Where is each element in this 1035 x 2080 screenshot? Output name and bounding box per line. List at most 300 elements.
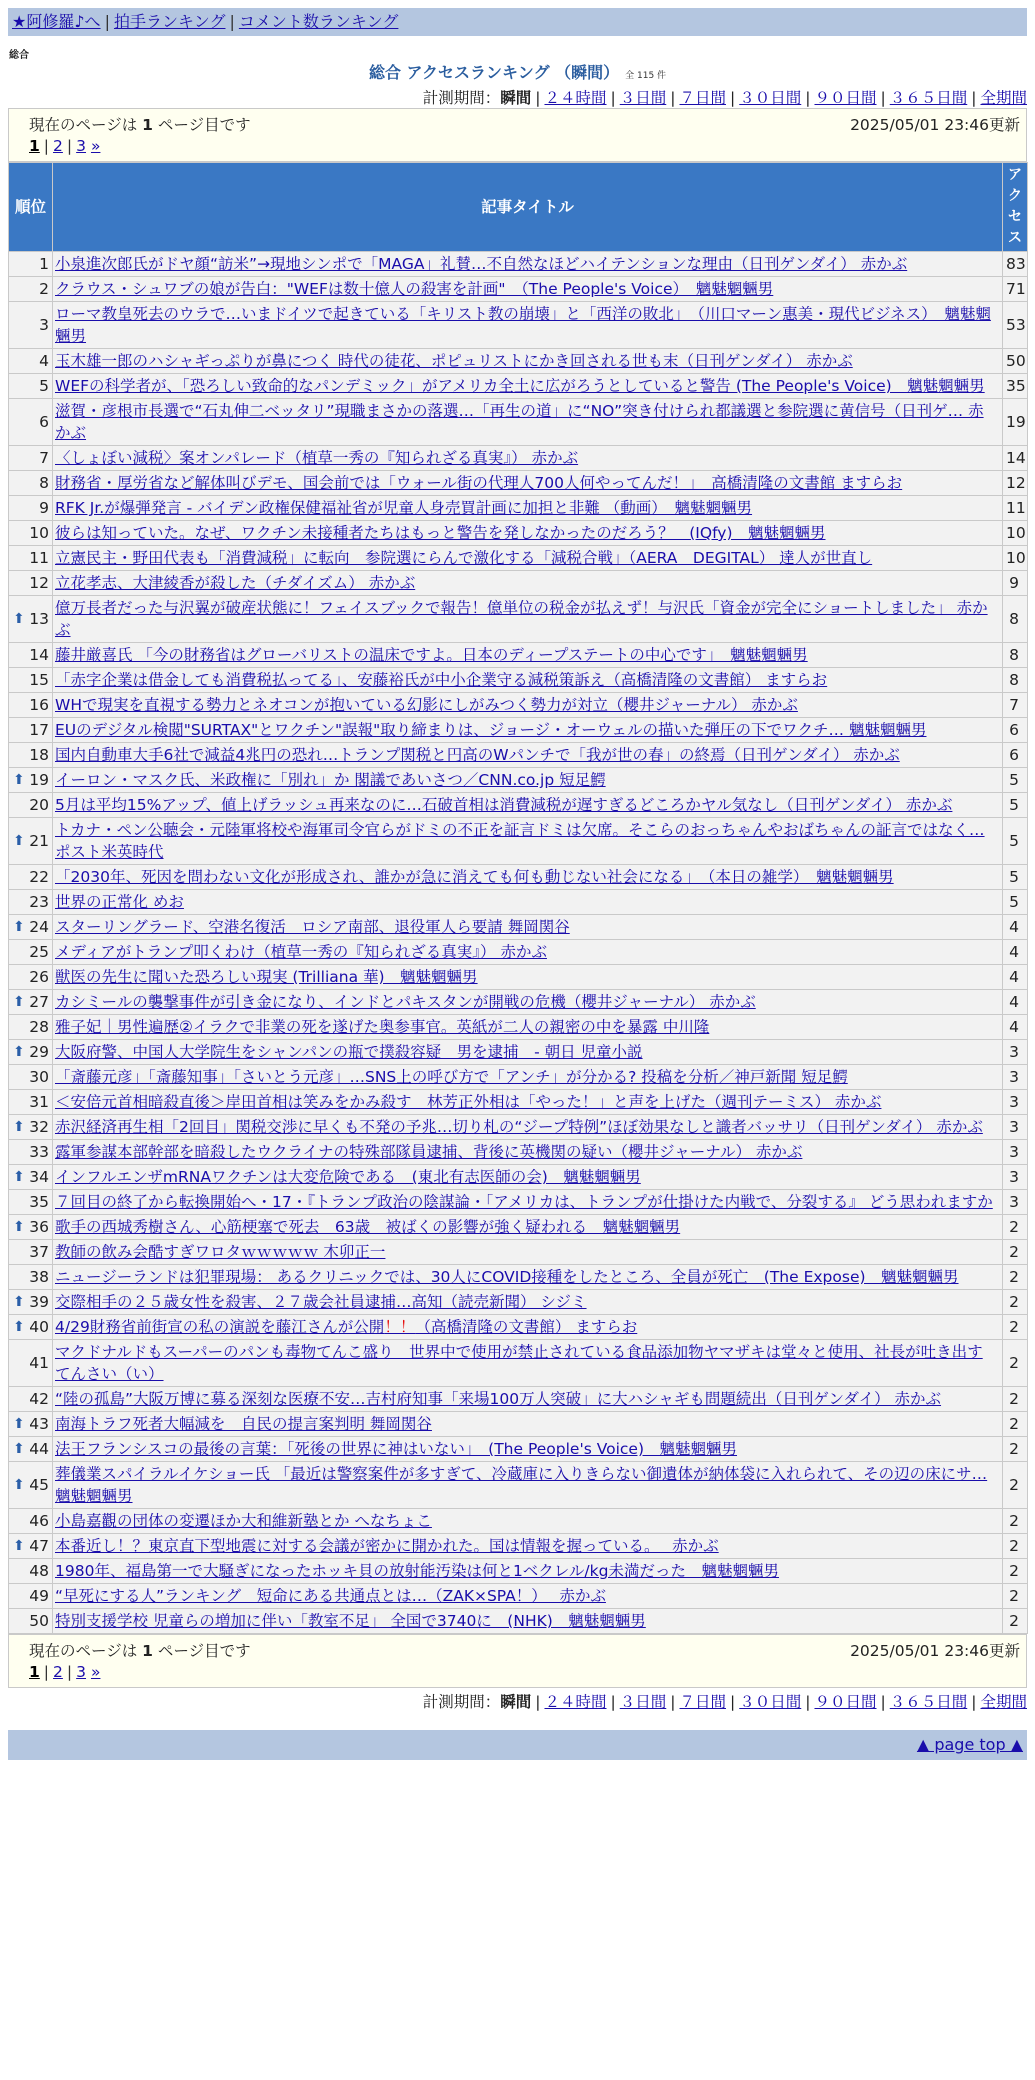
title-cell (53, 1437, 1003, 1462)
footer-bar (8, 1730, 1027, 1760)
rank-up-arrow-icon: ⬆ (13, 994, 25, 1010)
rank-up-arrow-icon: ⬆ (13, 1416, 25, 1432)
title-cell (53, 496, 1003, 521)
table-row (9, 399, 1028, 446)
article-title-link[interactable] (55, 474, 902, 492)
period-separator: | (535, 89, 541, 107)
article-title-link[interactable] (55, 377, 985, 395)
article-title-link[interactable] (55, 968, 478, 986)
rank-number: 38 (29, 1268, 49, 1286)
article-title-link[interactable] (55, 1293, 587, 1311)
access-count-cell: 8 (1003, 668, 1028, 693)
article-title-text: 教師の飲み会酷すぎワロタｗｗｗｗｗ 木卯正一 (55, 1243, 386, 1261)
title-cell (53, 1534, 1003, 1559)
article-title-link[interactable] (55, 993, 756, 1011)
current-page-number: 1 (142, 1642, 153, 1660)
rank-cell (9, 252, 53, 277)
period-link[interactable]: ７日間 (679, 1693, 726, 1711)
access-count-cell: 12 (1003, 471, 1028, 496)
table-row (9, 718, 1028, 743)
article-title-text: 小泉進次郎氏がドヤ顔“訪米”→現地シンポで「MAGA」礼賛…不自然なほどハイテンションな理由（日刊ゲンダイ） 赤かぶ (55, 255, 908, 273)
article-title-text: 小島嘉觀の団体の変遷ほか大和維新塾とか へなちょこ (55, 1512, 432, 1530)
total-count: 全 115 件 (625, 71, 667, 81)
rank-number: 35 (29, 1193, 49, 1211)
period-separator: | (610, 1693, 616, 1711)
rank-cell (9, 1290, 53, 1315)
article-title-text: “陸の孤島”大阪万博に募る深刻な医療不安…吉村府知事「来場100万人突破」に大ハシャギも問題続出（日刊ゲンダイ） 赤かぶ (55, 1390, 942, 1408)
rank-number: 2 (39, 280, 49, 298)
article-title-link[interactable] (55, 696, 798, 714)
period-link[interactable]: ３０日間 (739, 89, 802, 107)
rank-up-arrow-icon: ⬆ (13, 1219, 25, 1235)
access-count-cell: 4 (1003, 1015, 1028, 1040)
current-page-prefix: 現在のページは (29, 1642, 138, 1660)
article-title-link[interactable] (55, 1268, 959, 1286)
rank-number: 42 (29, 1390, 49, 1408)
period-label: 計測期間： (422, 89, 501, 107)
article-title-link[interactable] (55, 1343, 983, 1383)
rank-cell (9, 643, 53, 668)
article-title-link[interactable] (55, 449, 578, 467)
rank-number: 21 (29, 832, 49, 850)
article-title-link[interactable] (55, 1043, 643, 1061)
article-title-link[interactable] (55, 746, 900, 764)
access-count-cell: 10 (1003, 546, 1028, 571)
pager-separator: | (66, 137, 73, 155)
period-separator: | (730, 89, 736, 107)
access-count-cell: 5 (1003, 865, 1028, 890)
article-title-link[interactable] (55, 1093, 881, 1111)
rank-number: 17 (29, 721, 49, 739)
period-link[interactable]: 全期間 (980, 1693, 1027, 1711)
title-cell (53, 1340, 1003, 1387)
period-label: 計測期間： (422, 1693, 501, 1711)
access-count-cell: 19 (1003, 399, 1028, 446)
rank-number: 7 (39, 449, 49, 467)
ranking-heading (0, 60, 1035, 83)
article-title-text: 南海トラフ死者大幅減を 自民の提言案判明 舞岡関谷 (55, 1415, 432, 1433)
article-title-text: 藤井厳喜氏 「今の財務省はグローバリストの温床ですよ。日本のディープステートの中心です」 魑魅魍魎男 (55, 646, 808, 664)
rank-cell (9, 496, 53, 521)
rank-number: 49 (29, 1587, 49, 1605)
article-title-link[interactable] (55, 646, 808, 664)
table-row (9, 349, 1028, 374)
title-cell (53, 793, 1003, 818)
period-link[interactable]: ９０日間 (814, 1693, 877, 1711)
rank-number: 8 (39, 474, 49, 492)
article-title-link[interactable] (55, 1318, 637, 1336)
access-count-cell: 7 (1003, 693, 1028, 718)
rank-up-arrow-icon: ⬆ (13, 1538, 25, 1554)
article-title-link[interactable] (55, 1118, 983, 1136)
table-row (9, 1040, 1028, 1065)
access-count-cell: 3 (1003, 1065, 1028, 1090)
article-title-link[interactable] (55, 821, 985, 861)
title-cell (53, 1240, 1003, 1265)
rank-column-header: 順位 (9, 163, 53, 252)
rank-cell (9, 399, 53, 446)
period-separator: | (880, 1693, 886, 1711)
rank-number: 14 (29, 646, 49, 664)
pager-page-link[interactable]: 2 (53, 137, 63, 155)
period-current: 瞬間 (500, 1693, 532, 1711)
rank-cell (9, 1559, 53, 1584)
rank-number: 34 (29, 1168, 49, 1186)
title-cell (53, 743, 1003, 768)
access-count-cell: 2 (1003, 1462, 1028, 1509)
updated-timestamp: 2025/05/01 23:46更新 (850, 116, 1020, 134)
article-title-text: 玉木雄一郎のハシャギっぷりが鼻につく 時代の徒花、ポピュリストにかき回される世も末（日刊ゲンダイ） 赤かぶ (55, 352, 853, 370)
rank-cell (9, 1215, 53, 1240)
table-row (9, 521, 1028, 546)
clap-ranking-link[interactable]: 拍手ランキング (113, 12, 226, 31)
rank-cell (9, 374, 53, 399)
article-title-link[interactable] (55, 1562, 779, 1580)
rank-cell (9, 1090, 53, 1115)
article-title-link[interactable] (55, 352, 853, 370)
article-title-link[interactable] (55, 1512, 432, 1530)
article-title-link[interactable] (55, 1440, 737, 1458)
article-title-link[interactable] (55, 918, 570, 936)
table-row (9, 1340, 1028, 1387)
current-page-prefix: 現在のページは (29, 116, 138, 134)
table-row (9, 890, 1028, 915)
article-title-link[interactable] (55, 574, 415, 592)
table-row (9, 990, 1028, 1015)
article-title-link[interactable] (55, 1218, 680, 1236)
rank-cell (9, 693, 53, 718)
title-cell (53, 965, 1003, 990)
article-title-text: 「赤字企業は借金しても消費税払ってる」、安藤裕氏が中小企業守る減税策訴え（高橋清隆の文書館） ますらお (55, 671, 828, 689)
article-title-link[interactable] (55, 305, 991, 345)
table-row (9, 1265, 1028, 1290)
title-cell (53, 890, 1003, 915)
article-title-text: 法王フランシスコの最後の言葉：「死後の世界に神はいない」 (The People's Voice) 魑魅魍魎男 (55, 1440, 738, 1458)
table-row (9, 940, 1028, 965)
current-page-suffix: ページ目です (157, 1642, 251, 1660)
article-title-text: 立花孝志、大津綾香が殺した（チダイズム） 赤かぶ (55, 574, 416, 592)
article-title-text: 大阪府警、中国人大学院生をシャンパンの瓶で撲殺容疑 男を逮捕 - 朝日 児童小説 (55, 1043, 643, 1061)
article-title-link[interactable] (55, 671, 827, 689)
period-link[interactable]: ３日間 (619, 1693, 667, 1711)
article-title-link[interactable] (55, 1018, 709, 1036)
pager-page-link[interactable]: 3 (76, 137, 87, 155)
title-cell (53, 252, 1003, 277)
rank-up-arrow-icon: ⬆ (13, 1044, 25, 1060)
title-cell (53, 1165, 1003, 1190)
rank-up-arrow-icon: ⬆ (13, 919, 25, 935)
article-title-link[interactable] (55, 1587, 606, 1605)
rank-number: 40 (29, 1318, 49, 1336)
title-column-header: 記事タイトル (53, 163, 1003, 252)
article-title-link[interactable] (55, 1537, 719, 1555)
article-title-text: 「斎藤元彦」「斎藤知事」「さいとう元彦」…SNS上の呼び方で「アンチ」が分かる? 投稿を分析／神戸新聞 短足鰐 (55, 1068, 848, 1086)
title-cell (53, 668, 1003, 693)
article-title-link[interactable] (55, 599, 988, 639)
rank-cell (9, 1412, 53, 1437)
ranking-rows (9, 252, 1028, 1634)
rank-number: 11 (29, 549, 49, 567)
access-count-cell: 53 (1003, 302, 1028, 349)
rank-cell (9, 1240, 53, 1265)
access-count-cell: 2 (1003, 1240, 1028, 1265)
rank-number: 9 (39, 499, 49, 517)
title-cell (53, 1190, 1003, 1215)
pager-next-link[interactable]: » (90, 137, 101, 155)
rank-cell (9, 965, 53, 990)
access-count-cell: 3 (1003, 1140, 1028, 1165)
table-row (9, 1015, 1028, 1040)
rank-cell (9, 1115, 53, 1140)
home-link[interactable]: ★阿修羅♪へ (12, 12, 101, 31)
article-title-link[interactable] (55, 868, 894, 886)
rank-number: 44 (29, 1440, 49, 1458)
period-link[interactable]: 全期間 (980, 89, 1027, 107)
rank-number: 24 (29, 918, 49, 936)
access-count-cell: 2 (1003, 1387, 1028, 1412)
period-link[interactable]: ３日間 (619, 89, 667, 107)
rank-number: 15 (29, 671, 49, 689)
rank-cell (9, 1609, 53, 1634)
table-row (9, 1140, 1028, 1165)
access-count-cell: 5 (1003, 818, 1028, 865)
title-cell (53, 596, 1003, 643)
article-title-link[interactable] (55, 524, 826, 542)
period-link[interactable]: ３６５日間 (889, 1693, 968, 1711)
period-link[interactable]: ２４時間 (544, 1693, 607, 1711)
rank-number: 48 (29, 1562, 49, 1580)
page-top-link[interactable]: ▲ page top ▲ (916, 1735, 1023, 1754)
article-title-text: カシミールの襲撃事件が引き金になり、インドとパキスタンが開戦の危機（櫻井ジャーナル） 赤かぶ (55, 993, 756, 1011)
period-link[interactable]: ７日間 (679, 89, 726, 107)
article-title-text: スターリングラード、空港名復活 ロシア南部、退役軍人ら要請 舞岡関谷 (55, 918, 570, 936)
access-count-cell: 2 (1003, 1609, 1028, 1634)
article-title-link[interactable] (55, 796, 952, 814)
article-title-link[interactable] (55, 1243, 385, 1261)
article-title-text: 葬儀業スパイラルイケショー氏 「最近は警察案件が多すぎて、冷蔵庫に入りきらない御遺体が納体袋に入れられて、その辺の床にサ… 魑魅魍魎男 (55, 1465, 988, 1505)
article-title-text: 世界の正常化 めお (55, 893, 184, 911)
rank-number: 46 (29, 1512, 49, 1530)
article-title-link[interactable] (55, 943, 547, 961)
title-cell (53, 1584, 1003, 1609)
access-count-cell: 2 (1003, 1559, 1028, 1584)
article-title-link[interactable] (55, 1193, 993, 1211)
article-title-link[interactable] (55, 771, 606, 789)
title-cell (53, 471, 1003, 496)
table-row (9, 1215, 1028, 1240)
current-page-text (29, 1639, 251, 1661)
table-row (9, 1412, 1028, 1437)
title-cell (53, 571, 1003, 596)
article-title-text: 特別支援学校 児童らの増加に伴い「教室不足」 全国で3740に (NHK) 魑魅魍魎男 (55, 1612, 646, 1630)
rank-number: 16 (29, 696, 49, 714)
article-title-text: 交際相手の２５歳女性を殺害、２７歳会社員逮捕…高知（読売新聞） シジミ (55, 1293, 587, 1311)
pager-page-link[interactable]: 2 (53, 1663, 63, 1681)
rank-up-arrow-icon: ⬆ (13, 1169, 25, 1185)
table-row (9, 596, 1028, 643)
rank-number: 47 (29, 1537, 49, 1555)
rank-cell (9, 277, 53, 302)
updated-timestamp: 2025/05/01 23:46更新 (850, 1642, 1020, 1660)
rank-cell (9, 546, 53, 571)
rank-number: 12 (29, 574, 49, 592)
title-cell (53, 1090, 1003, 1115)
rank-cell (9, 521, 53, 546)
article-title-link[interactable] (55, 1465, 987, 1505)
page-title: 総合 アクセスランキング （瞬間） (368, 63, 620, 82)
access-count-cell: 3 (1003, 1040, 1028, 1065)
article-title-link[interactable] (55, 549, 872, 567)
access-count-cell: 4 (1003, 915, 1028, 940)
pager-separator: | (43, 137, 50, 155)
rank-number: 10 (29, 524, 49, 542)
rank-number: 29 (29, 1043, 49, 1061)
access-count-cell: 2 (1003, 1265, 1028, 1290)
access-count-cell: 8 (1003, 643, 1028, 668)
title-cell (53, 1559, 1003, 1584)
rank-number: 3 (39, 316, 49, 334)
pager-next-link[interactable]: » (90, 1663, 101, 1681)
title-cell (53, 1115, 1003, 1140)
table-row (9, 793, 1028, 818)
title-cell (53, 302, 1003, 349)
access-count-cell: 3 (1003, 1090, 1028, 1115)
title-cell (53, 1290, 1003, 1315)
page-info-top (8, 108, 1027, 162)
article-title-text: “早死にする人”ランキング 短命にある共通点とは…（ZAK×SPA！） 赤かぶ (55, 1587, 606, 1605)
table-row (9, 446, 1028, 471)
rank-cell (9, 890, 53, 915)
table-row (9, 865, 1028, 890)
access-count-cell: 83 (1003, 252, 1028, 277)
article-title-text: ローマ教皇死去のウラで…いまドイツで起きている「キリスト教の崩壊」と「西洋の敗北」 （川口マーン惠美・現代ビジネス） 魑魅魍魎男 (55, 305, 991, 345)
rank-number: 4 (39, 352, 49, 370)
rank-number: 50 (29, 1612, 49, 1630)
rank-number: 1 (39, 255, 49, 273)
current-page-text (29, 113, 251, 135)
rank-cell (9, 1040, 53, 1065)
article-title-text: WHで現実を直視する勢力とネオコンが抱いている幻影にしがみつく勢力が対立（櫻井ジャーナル） 赤かぶ (55, 696, 798, 714)
comment-ranking-link[interactable]: コメント数ランキング (238, 12, 399, 31)
table-row (9, 1387, 1028, 1412)
period-current: 瞬間 (500, 89, 532, 107)
article-title-link[interactable] (55, 1168, 641, 1186)
rank-cell (9, 793, 53, 818)
table-row (9, 571, 1028, 596)
article-title-text: メディアがトランプ叩くわけ（植草一秀の『知られざる真実』） 赤かぶ (55, 943, 547, 961)
article-title-link[interactable] (55, 499, 752, 517)
rank-up-arrow-icon: ⬆ (13, 772, 25, 788)
table-row (9, 374, 1028, 399)
article-title-link[interactable] (55, 255, 907, 273)
table-row (9, 471, 1028, 496)
article-title-text: EUのデジタル検閲"SURTAX"とワクチン"誤報"取り締まりは、ジョージ・オーウェルの描いた弾圧の下でワクチ… 魑魅魍魎男 (55, 721, 927, 739)
title-cell (53, 1609, 1003, 1634)
period-link[interactable]: ９０日間 (814, 89, 877, 107)
access-count-cell: 3 (1003, 1165, 1028, 1190)
page-info-bottom (8, 1634, 1027, 1688)
rank-cell (9, 446, 53, 471)
period-link[interactable]: ３６５日間 (889, 89, 968, 107)
period-link[interactable]: ３０日間 (739, 1693, 802, 1711)
period-separator: | (805, 1693, 811, 1711)
rank-cell (9, 818, 53, 865)
article-title-text: ７回目の終了から転換開始へ・17・『トランプ政治の陰謀論・「アメリカは、トランプが仕掛けた内戦で、分裂する』 どう思われますか (55, 1193, 993, 1211)
article-title-text: 本番近し！？東京直下型地震に対する会議が密かに開かれた。国は情報を握っている。 赤かぶ (55, 1537, 719, 1555)
article-title-text: 4/29財務省前街宣の私の演説を藤江さんが公開 (55, 1318, 385, 1336)
rank-number: 39 (29, 1293, 49, 1311)
article-title-link[interactable] (55, 280, 773, 298)
title-cell (53, 643, 1003, 668)
article-title-text: 1980年、福島第一で大騒ぎになったホッキ貝の放射能汚染は何と1ベクレル/kg未満だった 魑魅魍魎男 (55, 1562, 779, 1580)
rank-up-arrow-icon: ⬆ (13, 1294, 25, 1310)
access-count-cell: 4 (1003, 990, 1028, 1015)
access-count-cell: 2 (1003, 1340, 1028, 1387)
article-title-link[interactable] (55, 1068, 848, 1086)
top-nav-bar (8, 8, 1027, 36)
rank-cell (9, 1140, 53, 1165)
rank-cell (9, 718, 53, 743)
rank-cell (9, 571, 53, 596)
rank-cell (9, 865, 53, 890)
nav-separator: | (104, 12, 110, 31)
article-title-link[interactable] (55, 721, 926, 739)
table-row (9, 1065, 1028, 1090)
rank-cell (9, 743, 53, 768)
period-selector-top (423, 86, 1027, 108)
table-row (9, 1584, 1028, 1609)
rank-cell (9, 1340, 53, 1387)
rank-cell (9, 915, 53, 940)
period-link[interactable]: ２４時間 (544, 89, 607, 107)
article-title-text: 滋賀・彦根市長選で“石丸伸二ベッタリ”現職まさかの落選…「再生の道」に“NO”突き付けられ都議選と参院選に黄信号（日刊ゲ… 赤かぶ (55, 402, 984, 442)
ranking-table (8, 162, 1028, 1634)
table-row (9, 818, 1028, 865)
rank-cell (9, 1437, 53, 1462)
article-title-link[interactable] (55, 1143, 802, 1161)
rank-cell (9, 302, 53, 349)
pager-page-link[interactable]: 3 (76, 1663, 87, 1681)
period-separator: | (880, 89, 886, 107)
section-label: 総合 (9, 50, 29, 61)
rank-cell (9, 1534, 53, 1559)
title-cell (53, 1387, 1003, 1412)
title-cell (53, 399, 1003, 446)
article-title-link[interactable] (55, 1612, 646, 1630)
article-title-text: 「2030年、死因を問わない文化が形成され、誰かが急に消えても何も動じない社会になる」 （本日の雑学） 魑魅魍魎男 (55, 868, 894, 886)
table-row (9, 1190, 1028, 1215)
access-count-cell: 3 (1003, 1190, 1028, 1215)
access-count-cell: 6 (1003, 743, 1028, 768)
article-title-link[interactable] (55, 402, 984, 442)
table-row (9, 643, 1028, 668)
access-count-cell: 2 (1003, 1584, 1028, 1609)
table-row (9, 743, 1028, 768)
table-row (9, 1315, 1028, 1340)
access-count-cell: 2 (1003, 1437, 1028, 1462)
pager-current-page[interactable]: 1 (29, 137, 40, 155)
article-title-link[interactable] (55, 893, 184, 911)
pager-current-page[interactable]: 1 (29, 1663, 40, 1681)
rank-cell (9, 668, 53, 693)
table-row (9, 1609, 1028, 1634)
article-title-text: 5月は平均15%アップ、値上げラッシュ再来なのに…石破首相は消費減税が遅すぎるどころかヤル気なし（日刊ゲンダイ） 赤かぶ (55, 796, 953, 814)
table-row (9, 915, 1028, 940)
article-title-link[interactable] (55, 1390, 941, 1408)
article-title-link[interactable] (55, 1415, 432, 1433)
access-count-cell: 11 (1003, 496, 1028, 521)
title-cell (53, 1015, 1003, 1040)
